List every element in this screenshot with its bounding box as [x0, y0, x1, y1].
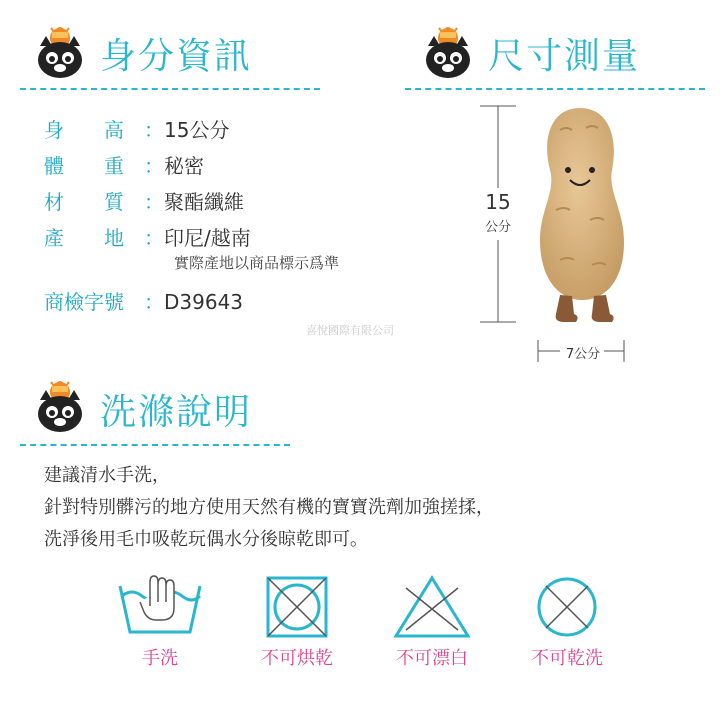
identity-section-title: 身分資訊 [100, 36, 253, 77]
spec-row [44, 114, 364, 150]
care-line: 針對特別髒污的地方使用天然有機的寶寶洗劑加強搓揉， [44, 497, 494, 518]
washing-header [30, 376, 330, 436]
cat-mascot-icon [30, 378, 90, 438]
hand-wash-icon [112, 572, 208, 642]
care-label-no-tumble-dry: 不可烘乾 [261, 648, 333, 669]
spec-colon: ： [144, 154, 164, 178]
width-label: 7公分 [565, 347, 601, 362]
do-not-bleach-icon [392, 574, 472, 640]
spec-list [44, 114, 364, 322]
spec-value: 15公分 [164, 118, 230, 142]
care-instructions [44, 460, 494, 556]
spec-label: 體 重 [44, 154, 124, 178]
inspection-value: D39643 [164, 290, 244, 314]
spec-colon: ： [144, 190, 164, 214]
size-section-title: 尺寸測量 [488, 36, 641, 77]
spec-value: 秘密 [164, 154, 204, 178]
care-label-hand-wash: 手洗 [142, 648, 178, 669]
height-value: 15 [485, 190, 511, 214]
spec-row [44, 150, 364, 186]
spec-label: 材 質 [44, 190, 124, 214]
height-unit: 公分 [484, 220, 511, 235]
do-not-dry-clean-icon [532, 574, 602, 640]
washing-section-title: 洗滌說明 [100, 392, 253, 433]
inspection-row [44, 286, 364, 322]
spec-value: 聚酯纖維 [164, 190, 244, 214]
spec-label: 身 高 [44, 118, 124, 142]
do-not-tumble-dry-icon [262, 574, 332, 640]
care-line: 建議清水手洗， [44, 465, 170, 486]
size-header [418, 22, 708, 82]
spec-row [44, 222, 364, 252]
spec-colon: ： [144, 118, 164, 142]
peanut-plush-image [520, 100, 640, 330]
care-label-no-bleach: 不可漂白 [396, 648, 468, 669]
identity-divider [20, 88, 320, 90]
care-label-no-dry-clean: 不可乾洗 [531, 648, 603, 669]
identity-header [30, 22, 320, 82]
origin-note: 實際產地以商品標示爲準 [174, 254, 340, 272]
spec-colon: ： [144, 290, 164, 314]
cat-mascot-icon [418, 24, 478, 84]
care-line: 洗淨後用毛巾吸乾玩偶水分後晾乾即可。 [44, 529, 368, 550]
washing-divider [20, 444, 290, 446]
spec-row [44, 186, 364, 222]
cat-mascot-icon [30, 24, 90, 84]
inspection-label: 商檢字號 [44, 290, 124, 314]
spec-label: 產 地 [44, 226, 124, 250]
spec-colon: ： [144, 226, 164, 250]
spec-value: 印尼/越南 [164, 226, 251, 250]
size-divider [405, 88, 705, 90]
company-watermark: 喜悅國際有限公司 [306, 324, 394, 337]
